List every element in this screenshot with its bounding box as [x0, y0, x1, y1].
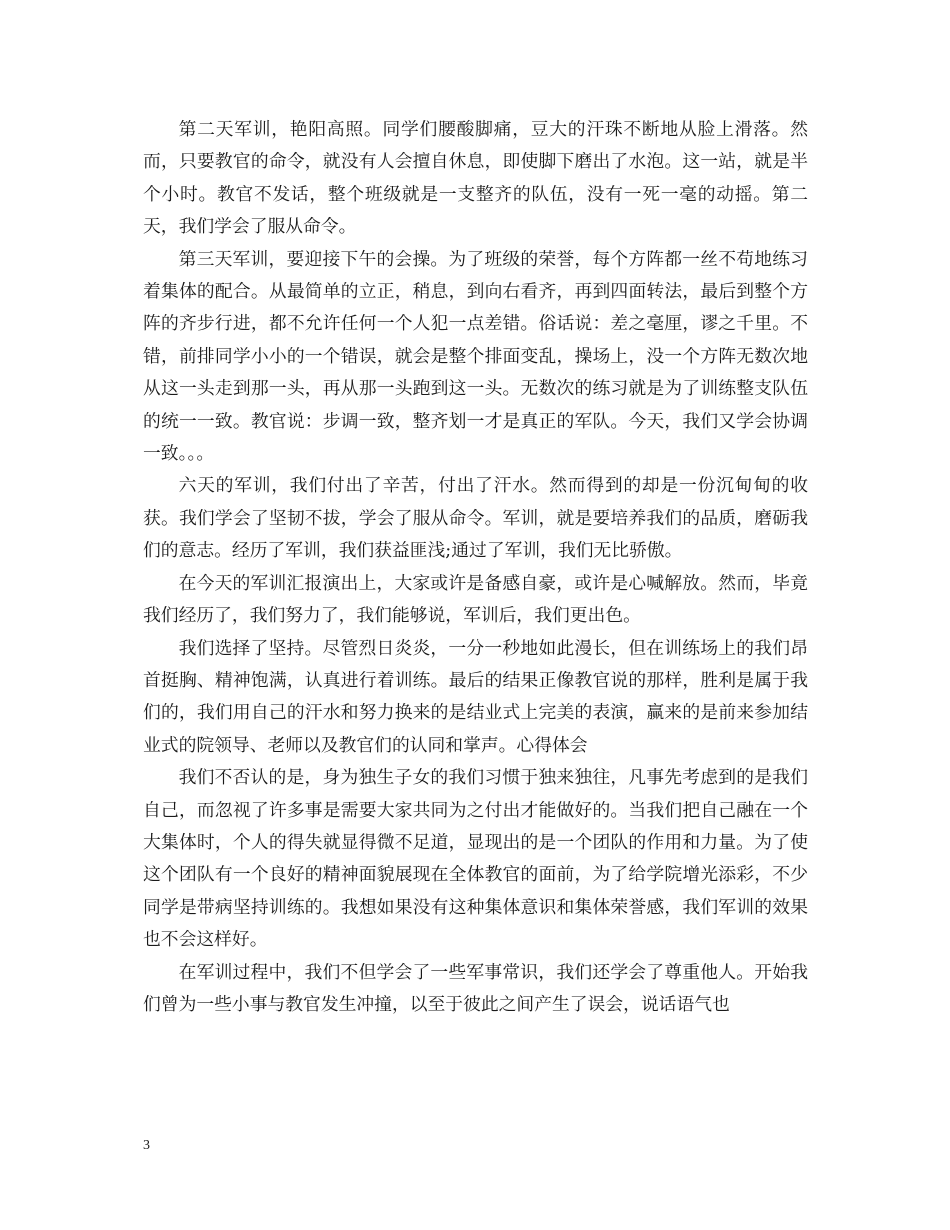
paragraph: 第三天军训，要迎接下午的会操。为了班级的荣誉，每个方阵都一丝不苟地练习着集体的配合。从最简单的立正，稍息，到向右看齐，再到四面转法，最后到整个方阵的齐步行进，都不允许任何一个人犯一点差错。俗话说：差之毫厘，谬之千里。不错，前排同学小小的一个错误，就会是整个排面变乱，操场上，没一个方阵无数次地从这一头走到那一头，再从那一头跑到这一头。无数次的练习就是为了训练整支队伍的统一一致。教官说：步调一致，整齐划一才是真正的军队。今天，我们又学会协调一致。。。: [143, 248, 808, 465]
paragraph: 我们选择了坚持。尽管烈日炎炎，一分一秒地如此漫长，但在训练场上的我们昂首挺胸、精神饱满，认真进行着训练。最后的结果正像教官说的那样，胜利是属于我们的，我们用自己的汗水和努力换来的是结业式上完美的表演，赢来的是前来参加结业式的院领导、老师以及教官们的认同和掌声。心得体会: [143, 637, 808, 756]
paragraph: 第二天军训，艳阳高照。同学们腰酸脚痛，豆大的汗珠不断地从脸上滑落。然而，只要教官的命令，就没有人会擅自休息，即使脚下磨出了水泡。这一站，就是半个小时。教官不发话，整个班级就是一支整齐的队伍，没有一死一毫的动摇。第二天，我们学会了服从命令。: [143, 119, 808, 238]
paragraph: 在今天的军训汇报演出上，大家或许是备感自豪，或许是心喊解放。然而，毕竟我们经历了，我们努力了，我们能够说，军训后，我们更出色。: [143, 572, 808, 627]
paragraph: 我们不否认的是，身为独生子女的我们习惯于独来独往，凡事先考虑到的是我们自己，而忽视了许多事是需要大家共同为之付出才能做好的。当我们把自己融在一个大集体时，个人的得失就显得微不足道，显现出的是一个团队的作用和力量。为了使这个团队有一个良好的精神面貌展现在全体教官的面前，为了给学院增光添彩，不少同学是带病坚持训练的。我想如果没有这种集体意识和集体荣誉感，我们军训的效果也不会这样好。: [143, 767, 808, 951]
paragraph: 在军训过程中，我们不但学会了一些军事常识，我们还学会了尊重他人。开始我们曾为一些小事与教官发生冲撞，以至于彼此之间产生了误会，说话语气也: [143, 961, 808, 1015]
paragraph: 六天的军训，我们付出了辛苦，付出了汗水。然而得到的却是一份沉甸甸的收获。我们学会了坚韧不拔，学会了服从命令。军训，就是要培养我们的品质，磨砺我们的意志。经历了军训，我们获益匪浅;通过了军训，我们无比骄傲。: [143, 475, 808, 562]
page-number: 3: [143, 1138, 150, 1153]
document-body: [143, 114, 808, 1021]
